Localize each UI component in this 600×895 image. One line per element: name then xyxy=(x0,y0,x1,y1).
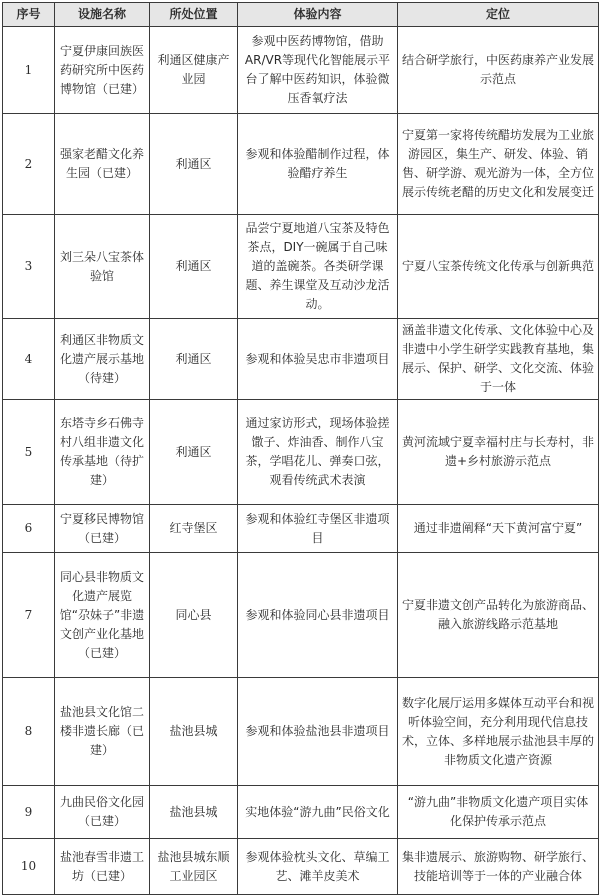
table-row xyxy=(3,114,599,215)
table-row xyxy=(3,400,599,505)
header-facility-name: 设施名称 xyxy=(55,3,150,27)
experience-content: 参观中医药博物馆，借助AR/VR等现代化智能展示平台了解中医药知识，体验微压香氧疗法 xyxy=(238,27,398,114)
positioning: 数字化展厅运用多媒体互动平台和视听体验空间，充分利用现代信息技术，立体、多样地展示盐池县丰厚的非物质文化遗产资源 xyxy=(398,678,599,786)
location: 盐池县城东顺工业园区 xyxy=(150,839,238,895)
row-number: 6 xyxy=(3,505,55,553)
positioning: 宁夏非遗文创产品转化为旅游商品、融入旅游线路示范基地 xyxy=(398,553,599,678)
location: 利通区 xyxy=(150,114,238,215)
row-number: 5 xyxy=(3,400,55,505)
facility-name: 强家老醋文化养生园（已建） xyxy=(55,114,150,215)
table-row xyxy=(3,319,599,400)
facility-name: 同心县非物质文化遗产展览馆“尕妹子”非遗文创产业化基地（已建） xyxy=(55,553,150,678)
row-number: 8 xyxy=(3,678,55,786)
positioning: 黄河流域宁夏幸福村庄与长寿村，非遗+乡村旅游示范点 xyxy=(398,400,599,505)
row-number: 7 xyxy=(3,553,55,678)
row-number: 2 xyxy=(3,114,55,215)
facility-name: 九曲民俗文化园（已建） xyxy=(55,786,150,839)
positioning: 集非遗展示、旅游购物、研学旅行、技能培训等于一体的产业融合体 xyxy=(398,839,599,895)
positioning: 宁夏第一家将传统醋坊发展为工业旅游园区，集生产、研发、体验、销售、研学游、观光游为一体，全方位展示传统老醋的历史文化和发展变迁 xyxy=(398,114,599,215)
header-row xyxy=(3,3,599,27)
row-number: 3 xyxy=(3,215,55,319)
location: 盐池县城 xyxy=(150,786,238,839)
experience-content: 参观和体验醋制作过程，体验醋疗养生 xyxy=(238,114,398,215)
table-row xyxy=(3,839,599,895)
table-row xyxy=(3,215,599,319)
experience-content: 通过家访形式，现场体验搓馓子、炸油香、制作八宝茶，学唱花儿、弹奏口弦，观看传统武术表演 xyxy=(238,400,398,505)
table-row xyxy=(3,678,599,786)
experience-content: 参观和体验红寺堡区非遗项目 xyxy=(238,505,398,553)
experience-content: 参观和体验同心县非遗项目 xyxy=(238,553,398,678)
location: 利通区 xyxy=(150,215,238,319)
location: 利通区 xyxy=(150,400,238,505)
row-number: 4 xyxy=(3,319,55,400)
facility-name: 刘三朵八宝茶体验馆 xyxy=(55,215,150,319)
positioning: 涵盖非遗文化传承、文化体验中心及非遗中小学生研学实践教育基地，集展示、保护、研学、文化交流、体验于一体 xyxy=(398,319,599,400)
facility-name: 盐池春雪非遗工坊（已建） xyxy=(55,839,150,895)
positioning: 宁夏八宝茶传统文化传承与创新典范 xyxy=(398,215,599,319)
facility-name: 东塔寺乡石佛寺村八组非遗文化传承基地（待扩建） xyxy=(55,400,150,505)
row-number: 9 xyxy=(3,786,55,839)
experience-content: 品尝宁夏地道八宝茶及特色茶点，DIY一碗属于自己味道的盖碗茶。各类研学课题、养生课堂及互动沙龙活动。 xyxy=(238,215,398,319)
facility-name: 宁夏移民博物馆（已建） xyxy=(55,505,150,553)
location: 红寺堡区 xyxy=(150,505,238,553)
positioning: 通过非遗阐释“天下黄河富宁夏” xyxy=(398,505,599,553)
row-number: 10 xyxy=(3,839,55,895)
location: 盐池县城 xyxy=(150,678,238,786)
header-number: 序号 xyxy=(3,3,55,27)
table-row xyxy=(3,27,599,114)
location: 同心县 xyxy=(150,553,238,678)
facility-table xyxy=(2,2,599,895)
experience-content: 参观体验枕头文化、草编工艺、滩羊皮美术 xyxy=(238,839,398,895)
experience-content: 参观和体验吴忠市非遗项目 xyxy=(238,319,398,400)
experience-content: 实地体验“游九曲”民俗文化 xyxy=(238,786,398,839)
facility-name: 盐池县文化馆二楼非遗长廊（已建） xyxy=(55,678,150,786)
positioning: 结合研学旅行，中医药康养产业发展示范点 xyxy=(398,27,599,114)
positioning: “游九曲”非物质文化遗产项目实体化保护传承示范点 xyxy=(398,786,599,839)
location: 利通区健康产业园 xyxy=(150,27,238,114)
table-row xyxy=(3,505,599,553)
experience-content: 参观和体验盐池县非遗项目 xyxy=(238,678,398,786)
header-experience: 体验内容 xyxy=(238,3,398,27)
row-number: 1 xyxy=(3,27,55,114)
table-row xyxy=(3,786,599,839)
table-row xyxy=(3,553,599,678)
facility-name: 宁夏伊康回族医药研究所中医药博物馆（已建） xyxy=(55,27,150,114)
facility-name: 利通区非物质文化遗产展示基地（待建） xyxy=(55,319,150,400)
header-location: 所处位置 xyxy=(150,3,238,27)
location: 利通区 xyxy=(150,319,238,400)
header-positioning: 定位 xyxy=(398,3,599,27)
